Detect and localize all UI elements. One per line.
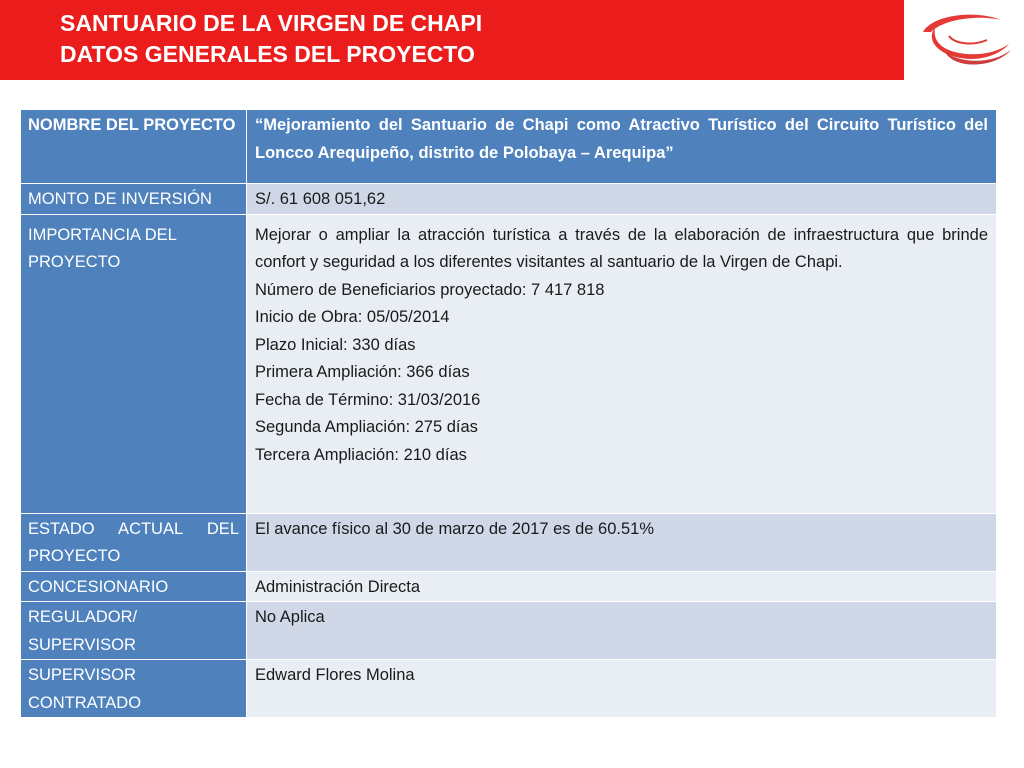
importance-label: IMPORTANCIA DEL PROYECTO: [21, 214, 247, 513]
status-label: ESTADO ACTUAL DEL PROYECTO: [21, 513, 247, 571]
investment-value: S/. 61 608 051,62: [247, 184, 997, 215]
regulator-label: REGULADOR/ SUPERVISOR: [21, 602, 247, 660]
table-row-investment: [21, 184, 997, 215]
project-name-value: “Mejoramiento del Santuario de Chapi como Atractivo Turístico del Circuito Turístico del Loncco Arequipeño, distrito de Polobaya – Arequipa”: [247, 110, 997, 184]
contracted-supervisor-label: SUPERVISOR CONTRATADO: [21, 660, 247, 718]
table-row-concessionaire: [21, 571, 997, 602]
project-data-table: [20, 109, 997, 718]
beneficiaries-line: Número de Beneficiarios proyectado: 7 417 818: [255, 280, 605, 299]
second-extension-line: Segunda Ampliación: 275 días: [255, 418, 478, 436]
initial-term-line: Plazo Inicial: 330 días: [255, 335, 416, 354]
investment-label: MONTO DE INVERSIÓN: [21, 184, 247, 215]
table-row-project-name: [21, 110, 997, 184]
table-row-regulator: [21, 602, 997, 660]
concessionaire-label: CONCESIONARIO: [21, 571, 247, 602]
contracted-supervisor-value: Edward Flores Molina: [247, 660, 997, 718]
swoosh-logo-icon: [915, 6, 1015, 74]
regulator-value: No Aplica: [247, 602, 997, 660]
slide-title: [60, 8, 482, 70]
slide-title-line-1: SANTUARIO DE LA VIRGEN DE CHAPI: [60, 10, 483, 36]
status-value: El avance físico al 30 de marzo de 2017 es de 60.51%: [247, 513, 997, 571]
end-date-line: Fecha de Término: 31/03/2016: [255, 390, 481, 409]
table-row-importance: [21, 214, 997, 513]
start-date-line: Inicio de Obra: 05/05/2014: [255, 308, 450, 326]
header-bar: [0, 0, 904, 80]
slide-title-line-2: DATOS GENERALES DEL PROYECTO: [60, 41, 475, 67]
project-name-label: NOMBRE DEL PROYECTO: [21, 110, 247, 184]
concessionaire-value: Administración Directa: [247, 571, 997, 602]
third-extension-line: Tercera Ampliación: 210 días: [255, 445, 467, 464]
table-row-contracted-supervisor: [21, 660, 997, 718]
first-extension-line: Primera Ampliación: 366 días: [255, 363, 470, 381]
importance-description: Mejorar o ampliar la atracción turística a través de la elaboración de infraestructura que brinde confort y seguridad a los diferentes visitantes al santuario de la Virgen de Chapi.: [255, 225, 988, 271]
importance-value: [247, 214, 997, 513]
table-row-status: [21, 513, 997, 571]
